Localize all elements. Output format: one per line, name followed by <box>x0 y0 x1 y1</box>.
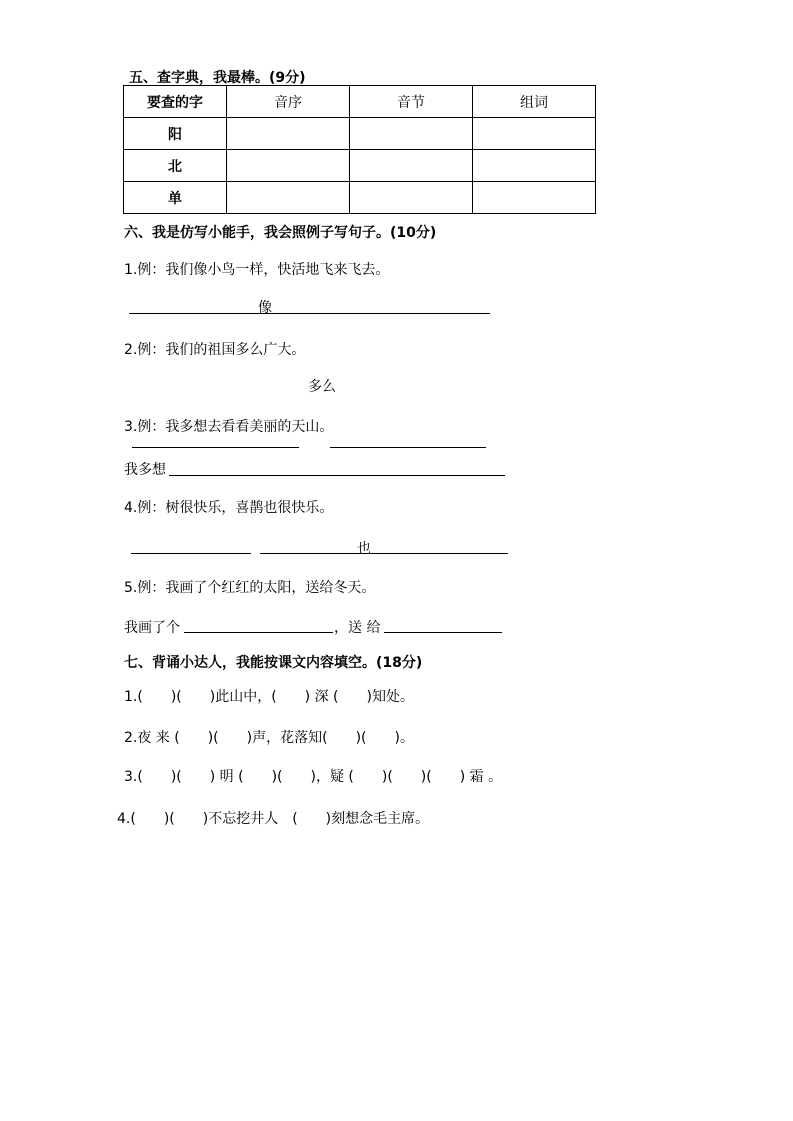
answer-word-4: 也 <box>357 541 371 557</box>
fill-blank-line-1[interactable]: 1.( )( )此山中，( ) 深 ( )知处。 <box>124 689 414 705</box>
table-row <box>124 118 596 150</box>
row-char: 阳 <box>124 118 227 150</box>
row-char: 北 <box>124 150 227 182</box>
answer-line-5b[interactable] <box>384 632 502 633</box>
answer-cell[interactable] <box>350 150 473 182</box>
answer-line-1[interactable] <box>129 313 490 314</box>
table-row <box>124 150 596 182</box>
answer-cell[interactable] <box>350 118 473 150</box>
answer-cell[interactable] <box>227 118 350 150</box>
example-sentence-2: 2.例：我们的祖国多么广大。 <box>124 342 306 358</box>
answer-line-3b[interactable] <box>330 447 486 448</box>
answer-cell[interactable] <box>473 150 596 182</box>
example-sentence-4: 4.例：树很快乐，喜鹊也很快乐。 <box>124 500 334 516</box>
example-sentence-5: 5.例：我画了个红红的太阳，送给冬天。 <box>124 580 376 596</box>
answer-cell[interactable] <box>473 182 596 214</box>
answer-cell[interactable] <box>350 182 473 214</box>
fill-blank-line-4[interactable]: 4.( )( )不忘挖井人 ( )刻想念毛主席。 <box>117 811 430 827</box>
table-row <box>124 182 596 214</box>
answer-cell[interactable] <box>473 118 596 150</box>
answer-word-1: 像 <box>258 300 272 316</box>
answer-line-4a[interactable] <box>131 553 251 554</box>
answer-line-3a[interactable] <box>132 447 299 448</box>
answer-line-4b[interactable] <box>260 553 508 554</box>
fill-blank-line-3[interactable]: 3.( )( ) 明 ( )( )，疑 ( )( )( ) 霜 。 <box>124 769 503 785</box>
answer-line-5a[interactable] <box>184 632 333 633</box>
section6-title: 六、我是仿写小能手，我会照例子写句子。(10分) <box>124 225 437 241</box>
answer-cell[interactable] <box>227 150 350 182</box>
answer-word-2: 多么 <box>308 379 336 395</box>
header-words: 组词 <box>473 86 596 118</box>
answer-line-3c[interactable] <box>169 475 505 476</box>
section7-title: 七、背诵小达人，我能按课文内容填空。(18分) <box>124 655 423 671</box>
answer-word-3: 我多想 <box>124 462 166 478</box>
header-order: 音序 <box>227 86 350 118</box>
header-char: 要查的字 <box>124 86 227 118</box>
header-syllable: 音节 <box>350 86 473 118</box>
section5-title: 五、查字典，我最棒。(9分) <box>129 70 306 86</box>
row-char: 单 <box>124 182 227 214</box>
answer-cell[interactable] <box>227 182 350 214</box>
answer-prefix-5: 我画了个 <box>124 620 180 636</box>
example-sentence-1: 1.例：我们像小鸟一样，快活地飞来飞去。 <box>124 262 390 278</box>
fill-blank-line-2[interactable]: 2.夜 来 ( )( )声，花落知( )( )。 <box>124 730 414 746</box>
example-sentence-3: 3.例：我多想去看看美丽的天山。 <box>124 419 334 435</box>
answer-mid-5: ，送 给 <box>334 620 381 636</box>
dictionary-table <box>123 85 596 214</box>
table-header-row <box>124 86 596 118</box>
